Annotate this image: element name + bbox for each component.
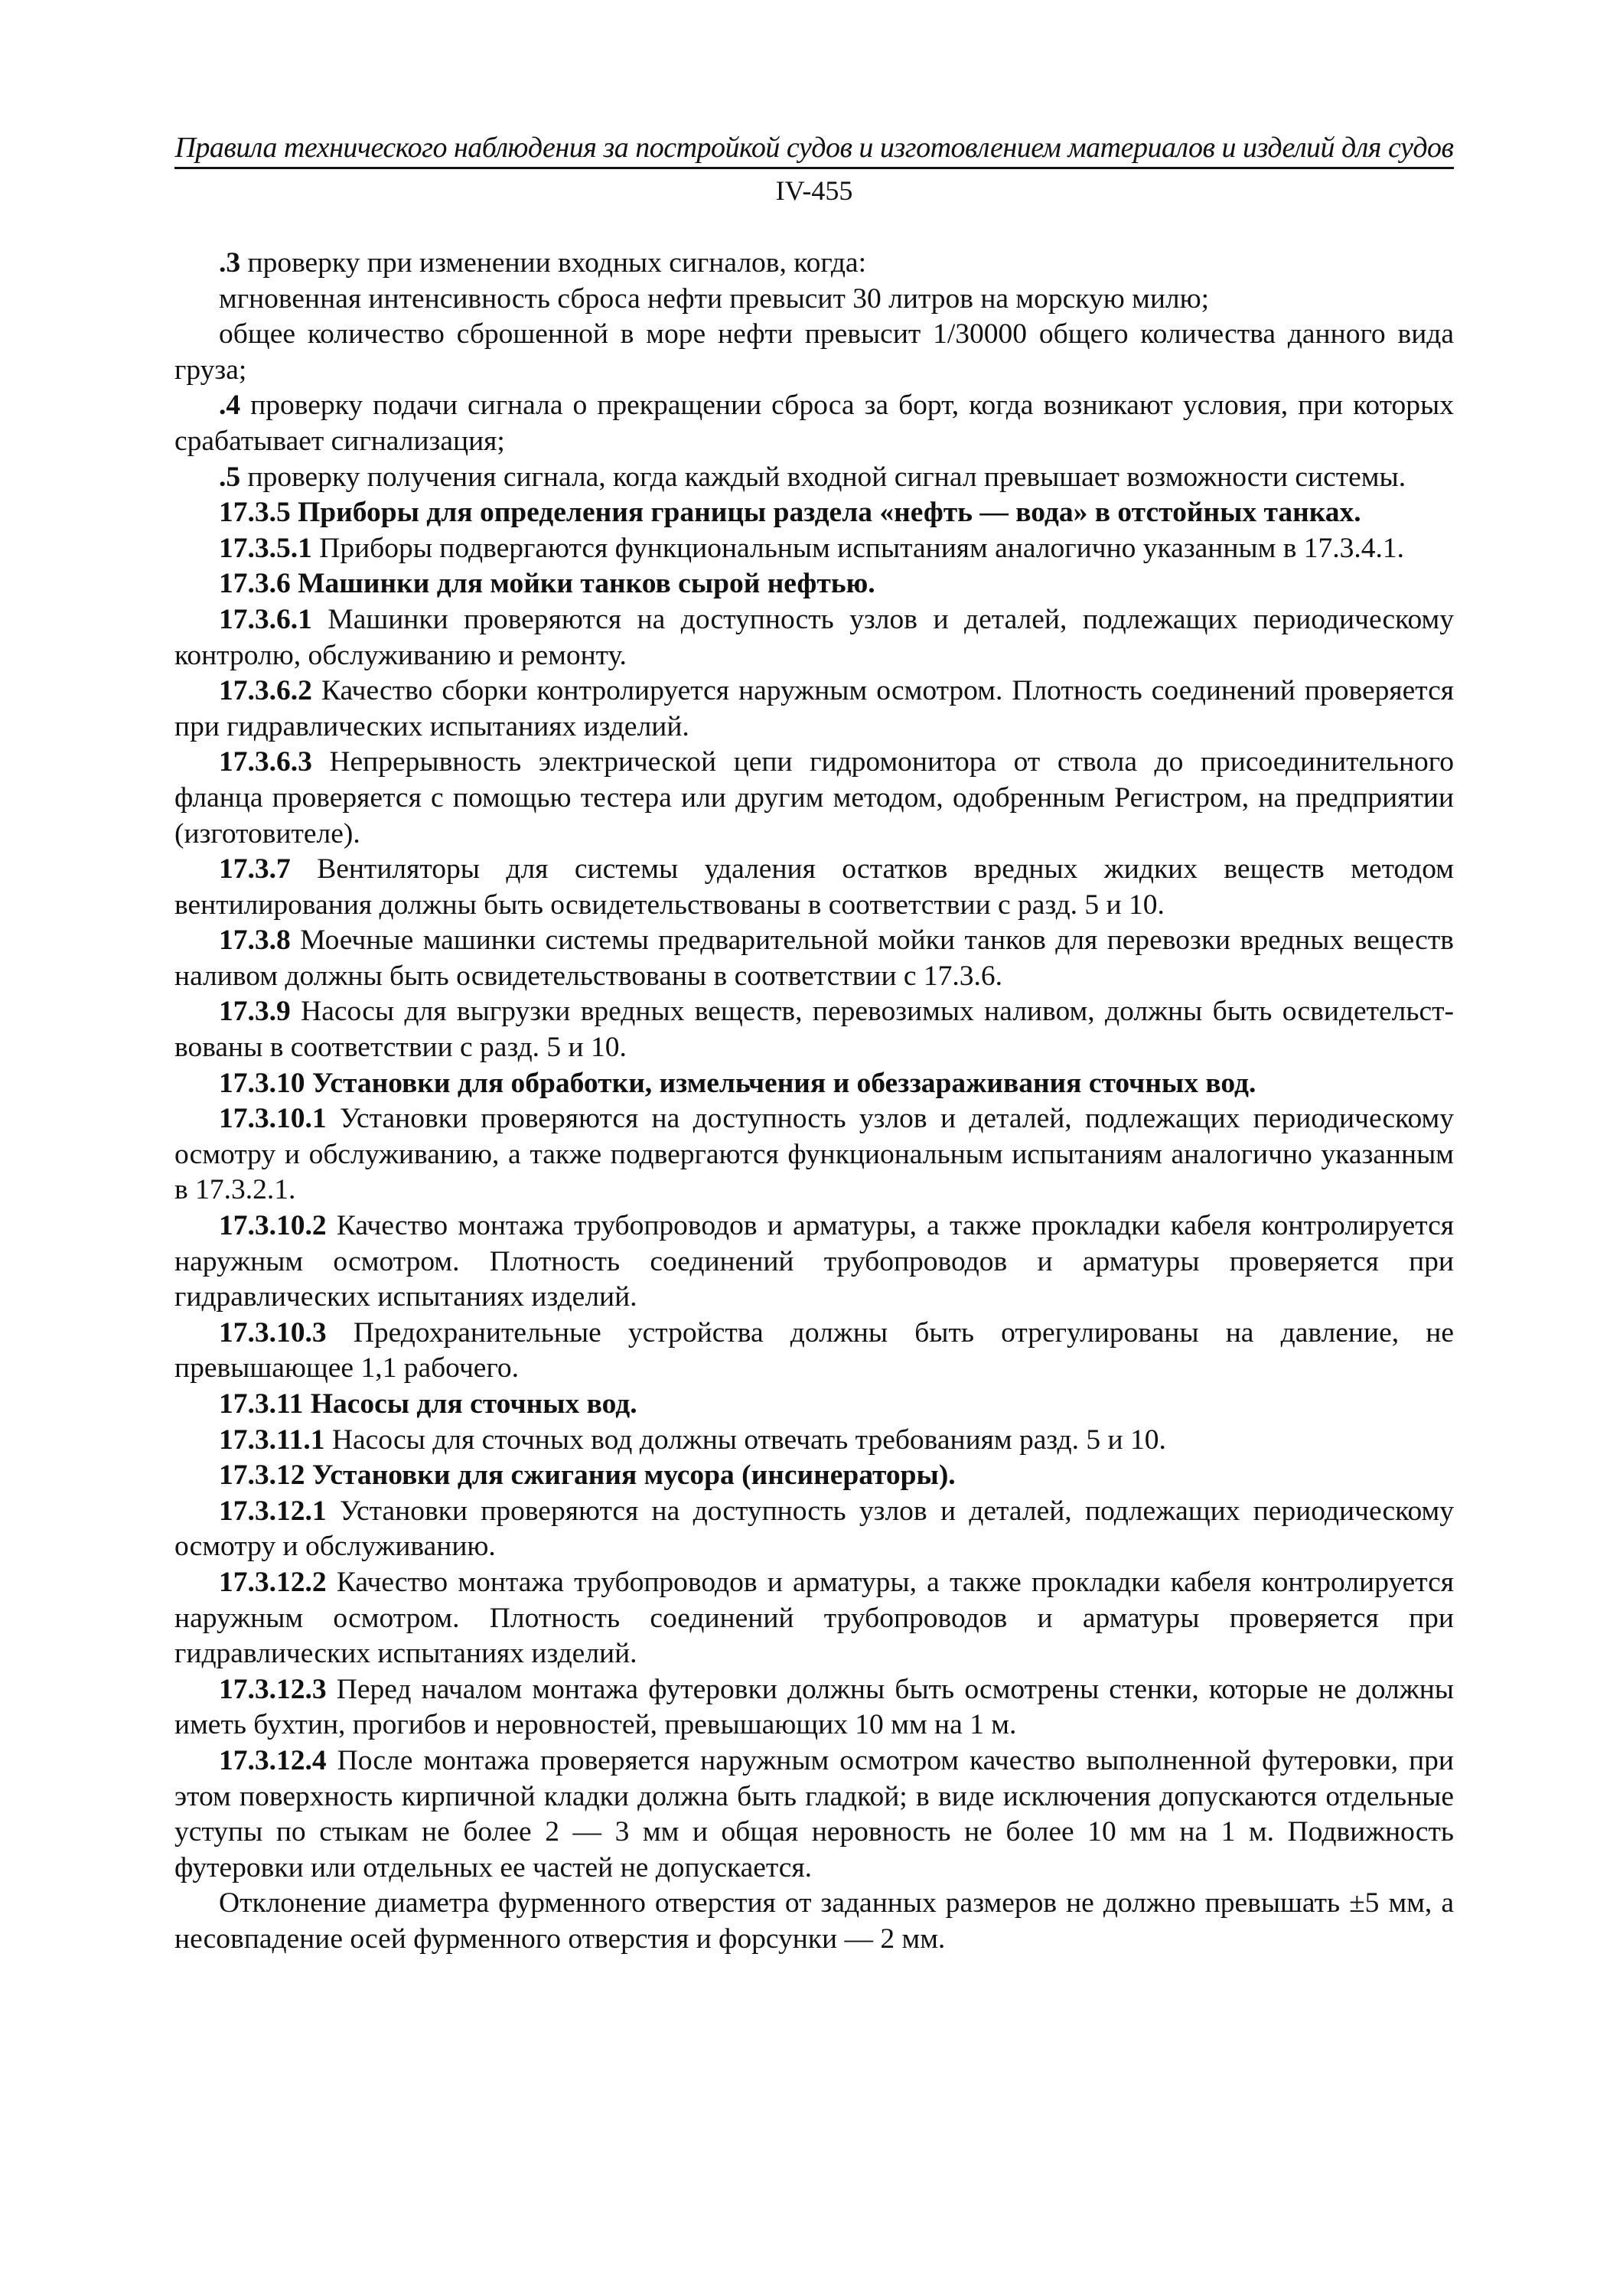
clause-number: 17.3.12.4 xyxy=(219,1744,327,1776)
clause-number: 17.3.10.1 xyxy=(219,1103,327,1135)
paragraph xyxy=(174,1743,1454,1886)
clause-number: .4 xyxy=(219,390,241,422)
paragraph xyxy=(174,1316,1454,1387)
clause-number: 17.3.12 xyxy=(219,1459,305,1492)
clause-number: 17.3.11 xyxy=(219,1388,304,1420)
paragraph xyxy=(174,602,1454,673)
paragraph xyxy=(174,388,1454,459)
clause-number: 17.3.6.2 xyxy=(219,675,312,707)
clause-number: 17.3.12.2 xyxy=(219,1566,327,1598)
paragraph xyxy=(174,460,1454,496)
paragraph-text: Предохранительные устройства должны быть отрегулированы на давление, не превышающее 1,1 рабочего. xyxy=(174,1316,1454,1384)
paragraph-text: общее количество сброшенной в море нефти превысит 1/30000 общего количества данного вида груза; xyxy=(174,318,1454,386)
clause-number: 17.3.8 xyxy=(219,925,291,957)
section-heading xyxy=(174,566,1454,602)
clause-number: .5 xyxy=(219,461,241,493)
paragraph-text: После монтажа проверяется наружным осмотром качество выполненной футеровки, при этом поверхность кирпичной кладки должна быть гладкой; в виде исключения допускаются отдельные уступы по стыкам не более 2 — 3 мм и общая неровность не более 10 мм на 1 м. Подвижность футеровки или отдельных ее частей не допускается. xyxy=(174,1744,1454,1883)
paragraph-text: проверку подачи сигнала о прекращении сброса за борт, когда возникают условия, при которых срабатывает сигнализация; xyxy=(174,390,1454,457)
running-title: Правила технического наблюдения за постройкой судов и изготовлением материалов и изделий для судов xyxy=(174,132,1454,164)
paragraph xyxy=(174,317,1454,388)
paragraph-text: Моечные машинки системы предварительной мойки танков для перевозки вредных веществ наливом должны быть освидетельствованы в соответствии с 17.3.6. xyxy=(174,925,1454,992)
clause-number: 17.3.7 xyxy=(219,853,291,885)
paragraph xyxy=(174,1101,1454,1208)
clause-number: 17.3.10.3 xyxy=(219,1316,327,1349)
clause-number: 17.3.6.3 xyxy=(219,746,312,778)
paragraph-text: Установки проверяются на доступность узлов и деталей, подлежащих периодическому осмотру и обслуживанию. xyxy=(174,1495,1454,1563)
paragraph-text: Установки для обработки, измельчения и обеззараживания сточных вод. xyxy=(305,1067,1256,1099)
clause-number: 17.3.12.1 xyxy=(219,1495,327,1527)
paragraph xyxy=(174,745,1454,852)
paragraph xyxy=(174,1423,1454,1459)
paragraph-text: Отклонение диаметра фурменного отверстия от заданных размеров не должно превышать ±5 мм, а несовпадение осей фурменного отверстия и форсунки — 2 мм. xyxy=(174,1887,1454,1955)
paragraph-text: Качество монтажа трубопроводов и арматуры, а также прокладки кабеля контролируется наружным осмотром. Плотность соединений трубопроводов и арматуры проверяется при гидравлических испытаниях изделий. xyxy=(174,1566,1454,1670)
paragraph-text: Вентиляторы для системы удаления остатков вредных жидких веществ методом вентилирования должны быть освидетельствованы в соответствии с разд. 5 и 10. xyxy=(174,853,1454,921)
body-text xyxy=(174,246,1454,1958)
paragraph-text: Установки для сжигания мусора (инсинераторы). xyxy=(305,1459,956,1492)
document-page xyxy=(174,130,1454,1958)
paragraph-text: мгновенная интенсивность сброса нефти превысит 30 литров на морскую милю; xyxy=(219,282,1210,315)
paragraph-text: Установки проверяются на доступность узлов и деталей, подлежащих периодическому осмотру и обслуживанию, а также подвергаются функциональным испытаниям аналогично указанным в 17.3.2.1. xyxy=(174,1103,1454,1206)
clause-number: 17.3.12.3 xyxy=(219,1673,327,1705)
paragraph xyxy=(174,994,1454,1065)
paragraph-text: Машинки проверяются на доступность узлов и деталей, подлежащих периодическому контролю, обслуживанию и ремонту. xyxy=(174,603,1454,671)
paragraph xyxy=(174,852,1454,923)
paragraph-text: Насосы для сточных вод должны отвечать требованиям разд. 5 и 10. xyxy=(324,1424,1166,1456)
section-heading xyxy=(174,1458,1454,1494)
section-heading xyxy=(174,1387,1454,1423)
paragraph-text: Непрерывность электрической цепи гидромонитора от ствола до присоединительного фланца проверяется с помощью тестера или другим методом, одобренным Регистром, на предприятии (изготовителе). xyxy=(174,746,1454,850)
paragraph-text: Качество монтажа трубопроводов и арматуры, а также прокладки кабеля контролируется наружным осмотром. Плотность соединений трубопроводов и арматуры проверяется при гидравлических испытаниях изделий. xyxy=(174,1210,1454,1313)
paragraph-text: Перед началом монтажа футеровки должны быть осмотрены стенки, которые не должны иметь бухтин, прогибов и неровностей, превышающих 10 мм на 1 м. xyxy=(174,1673,1454,1741)
paragraph-text: Насосы для выгрузки вредных веществ, перевозимых наливом, должны быть освидетельст-вованы в соответствии с разд. 5 и 10. xyxy=(174,996,1454,1064)
paragraph xyxy=(174,1494,1454,1565)
paragraph xyxy=(174,1208,1454,1316)
clause-number: 17.3.5 xyxy=(219,497,291,529)
paragraph xyxy=(174,531,1454,567)
clause-number: 17.3.5.1 xyxy=(219,532,312,564)
paragraph-text: Приборы для определения границы раздела «нефть — вода» в отстойных танках. xyxy=(290,497,1361,529)
paragraph xyxy=(174,282,1454,318)
clause-number: .3 xyxy=(219,247,241,279)
paragraph-text: Насосы для сточных вод. xyxy=(303,1388,637,1420)
clause-number: 17.3.6 xyxy=(219,568,291,600)
section-heading xyxy=(174,495,1454,531)
clause-number: 17.3.9 xyxy=(219,996,291,1028)
paragraph-text: Машинки для мойки танков сырой нефтью. xyxy=(290,568,875,600)
paragraph xyxy=(174,923,1454,994)
paragraph xyxy=(174,1565,1454,1672)
section-heading xyxy=(174,1066,1454,1102)
paragraph-text: Приборы подвергаются функциональным испытаниям аналогично указанным в 17.3.4.1. xyxy=(311,532,1405,564)
clause-number: 17.3.11.1 xyxy=(219,1424,325,1456)
page-number: IV-455 xyxy=(775,175,853,206)
paragraph xyxy=(174,246,1454,282)
clause-number: 17.3.10.2 xyxy=(219,1210,327,1242)
clause-number: 17.3.10 xyxy=(219,1067,305,1099)
paragraph-text: проверку получения сигнала, когда каждый входной сигнал превышает возможности системы. xyxy=(240,461,1406,493)
paragraph-text: проверку при изменении входных сигналов, когда: xyxy=(240,247,866,279)
paragraph xyxy=(174,1672,1454,1743)
header-rule xyxy=(174,167,1454,169)
clause-number: 17.3.6.1 xyxy=(219,603,312,635)
paragraph xyxy=(174,673,1454,745)
paragraph xyxy=(174,1886,1454,1957)
paragraph-text: Качество сборки контролируется наружным осмотром. Плотность соединений проверяется при гидравлических испытаниях изделий. xyxy=(174,675,1454,742)
